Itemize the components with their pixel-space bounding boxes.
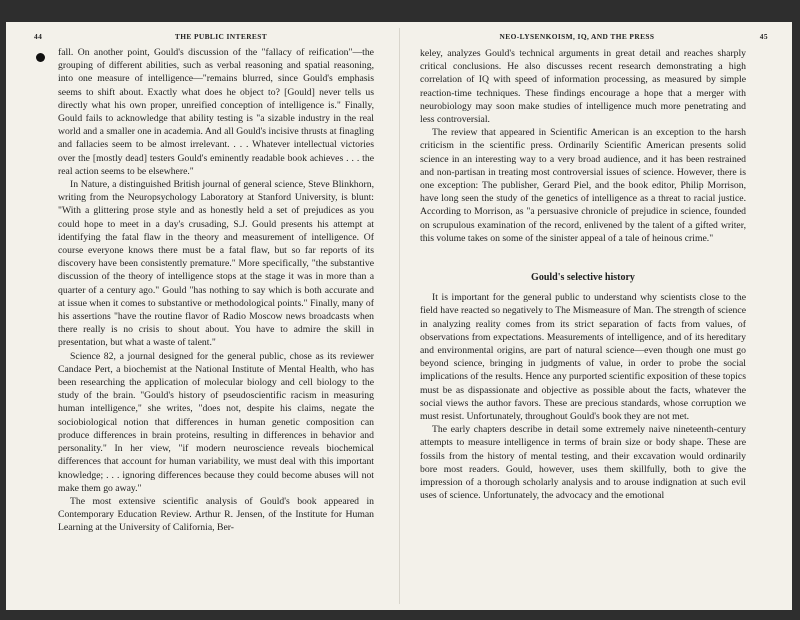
section-heading: Gould's selective history — [531, 272, 635, 284]
left-page-number: 44 — [34, 32, 43, 41]
paragraph: keley, analyzes Gould's technical arguments in great detail and reaches sharply critical conclusions. He also discusses recent research demonstrating a high correlation of IQ with speed of information processing, as measured by simple reaction-time techniques. These findings encourage a hope that a merger with neurobiology may soon make studies of intelligence much more penetrating and less controversial. — [420, 48, 746, 126]
right-running-header — [408, 32, 786, 44]
right-running-title: NEO-LYSENKOISM, IQ, AND THE PRESS — [499, 32, 655, 41]
book-gutter — [399, 28, 400, 604]
paragraph: In Nature, a distinguished British journal of general science, Steve Blinkhorn, writing from the Neuropsychology Laboratory at Stanford University, is blunt: "With a glittering prose style and as honestly held a set of prejudices as you could hope to meet in a day's crusading, S.J. Gould presents his attempt at identifying the fatal flaw in the theory and measurement of intelligence. Of course everyone knows there must be a fatal flaw, but so far reports of its discovery have been consistently premature." More specifically, "the substantive discussion of the theory of intelligence stops at the stage it was in more than a quarter of a century ago." Gould "has nothing to say which is both accurate and at issue when it comes to substantive or methodological points." Finally, many of his assertions "have the routine flavor of Radio Moscow news broadcasts when there really is no crisis to shout about. You have to admire the skill in presentation, but what a waste of talent." — [58, 179, 374, 349]
paragraph: The early chapters describe in detail some extremely naive nineteenth-century attempts to measure intelligence in terms of brain size or body shape. These are fossils from the history of mental testing, and their excavation would ordinarily bore most readers. Gould, however, uses them skillfully, both to give the impression of a thorough scholarly analysis and to arouse indignation at such evil uses of science. Unfortunately, the advocacy and the emotional — [420, 424, 746, 502]
punch-hole-mark — [36, 53, 45, 62]
right-page-number: 45 — [759, 32, 768, 41]
paragraph: Science 82, a journal designed for the general public, chose as its reviewer Candace Pert, a biochemist at the National Institute of Mental Health, who has been researching the application of molecular biology and cell biology to the study of the brain. "Gould's history of pseudoscientific racism in measuring human intelligence," she writes, "does not, despite his claims, negate the sociobiological notion that differences in human genetic composition can produce differences in brain proteins, resulting in differences in behavior and personality." In her view, "if modern neuroscience reveals biochemical differences that account for human variability, we must deal with this important knowledge; . . . ignoring differences because they could become abuses will not make them go away." — [58, 350, 374, 494]
right-body-text — [420, 47, 746, 503]
book-spread — [6, 22, 792, 610]
paragraph: It is important for the general public to understand why scientists close to the field have reacted so negatively to The Mismeasure of Man. The strength of science in analyzing reality comes from its strict separation of facts from values, of observations from expectations. Measurements of intelligence, and of its hereditary and environmental origins, are part of natural science—even though one must go beyond science, bringing in judgments of value, in order to probe the social implications of the results. Hence any purported scientific exposition of these topics must be as dispassionate and objective as possible about the facts, whatever the social views the author favors. These are precious standards, whose corruption we must resist. Unfortunately, throughout Gould's book they are not met. — [420, 292, 746, 423]
left-body-text — [58, 46, 374, 535]
right-page — [408, 22, 786, 610]
paragraph: The most extensive scientific analysis of Gould's book appeared in Contemporary Education Review. Arthur R. Jensen, of the Institute for Human Learning at the University of California, Ber- — [58, 495, 374, 534]
left-running-header — [12, 32, 390, 44]
paragraph: The review that appeared in Scientific American is an exception to the harsh criticism in the scientific press. Ordinarily Scientific American presents solid science in an interesting way to a very broad audience, and it has been restrained and non-partisan in treating most controversial issues of science. However, there is one exception: The publisher, Gerard Piel, and the book editor, Philip Morrison, have long seen the study of the genetics of intelligence as a threat to racial justice. According to Morrison, as "a persuasive chronicle of prejudice in science, founded on scrupulous examination of the record, enlivened by the talent of a gifted writer, this volume takes on some of the sinister appeal of a tale of heinous crime." — [420, 127, 746, 244]
paragraph: fall. On another point, Gould's discussion of the "fallacy of reification"—the grouping of different abilities, such as verbal reasoning and spatial reasoning, into one measure of intelligence—"remains blurred, since Gould's emphasis seems to shift about. Exactly what does he object to? [Gould] never tells us directly what his own proper, unreified conception of intelligence is." Finally, Gould fails to acknowledge that ability testing is "a sizable industry in the real world and a smaller one in academia. And all Gould's incisive thrusts at finagling and fallacies seem to be almost irrelevant. . . . Whatever intellectual victories over the [mostly dead] testers Gould's eminently readable book achieves . . . the real action seems to be elsewhere." — [58, 47, 374, 177]
left-running-title: THE PUBLIC INTEREST — [174, 32, 268, 41]
left-page — [12, 22, 390, 610]
